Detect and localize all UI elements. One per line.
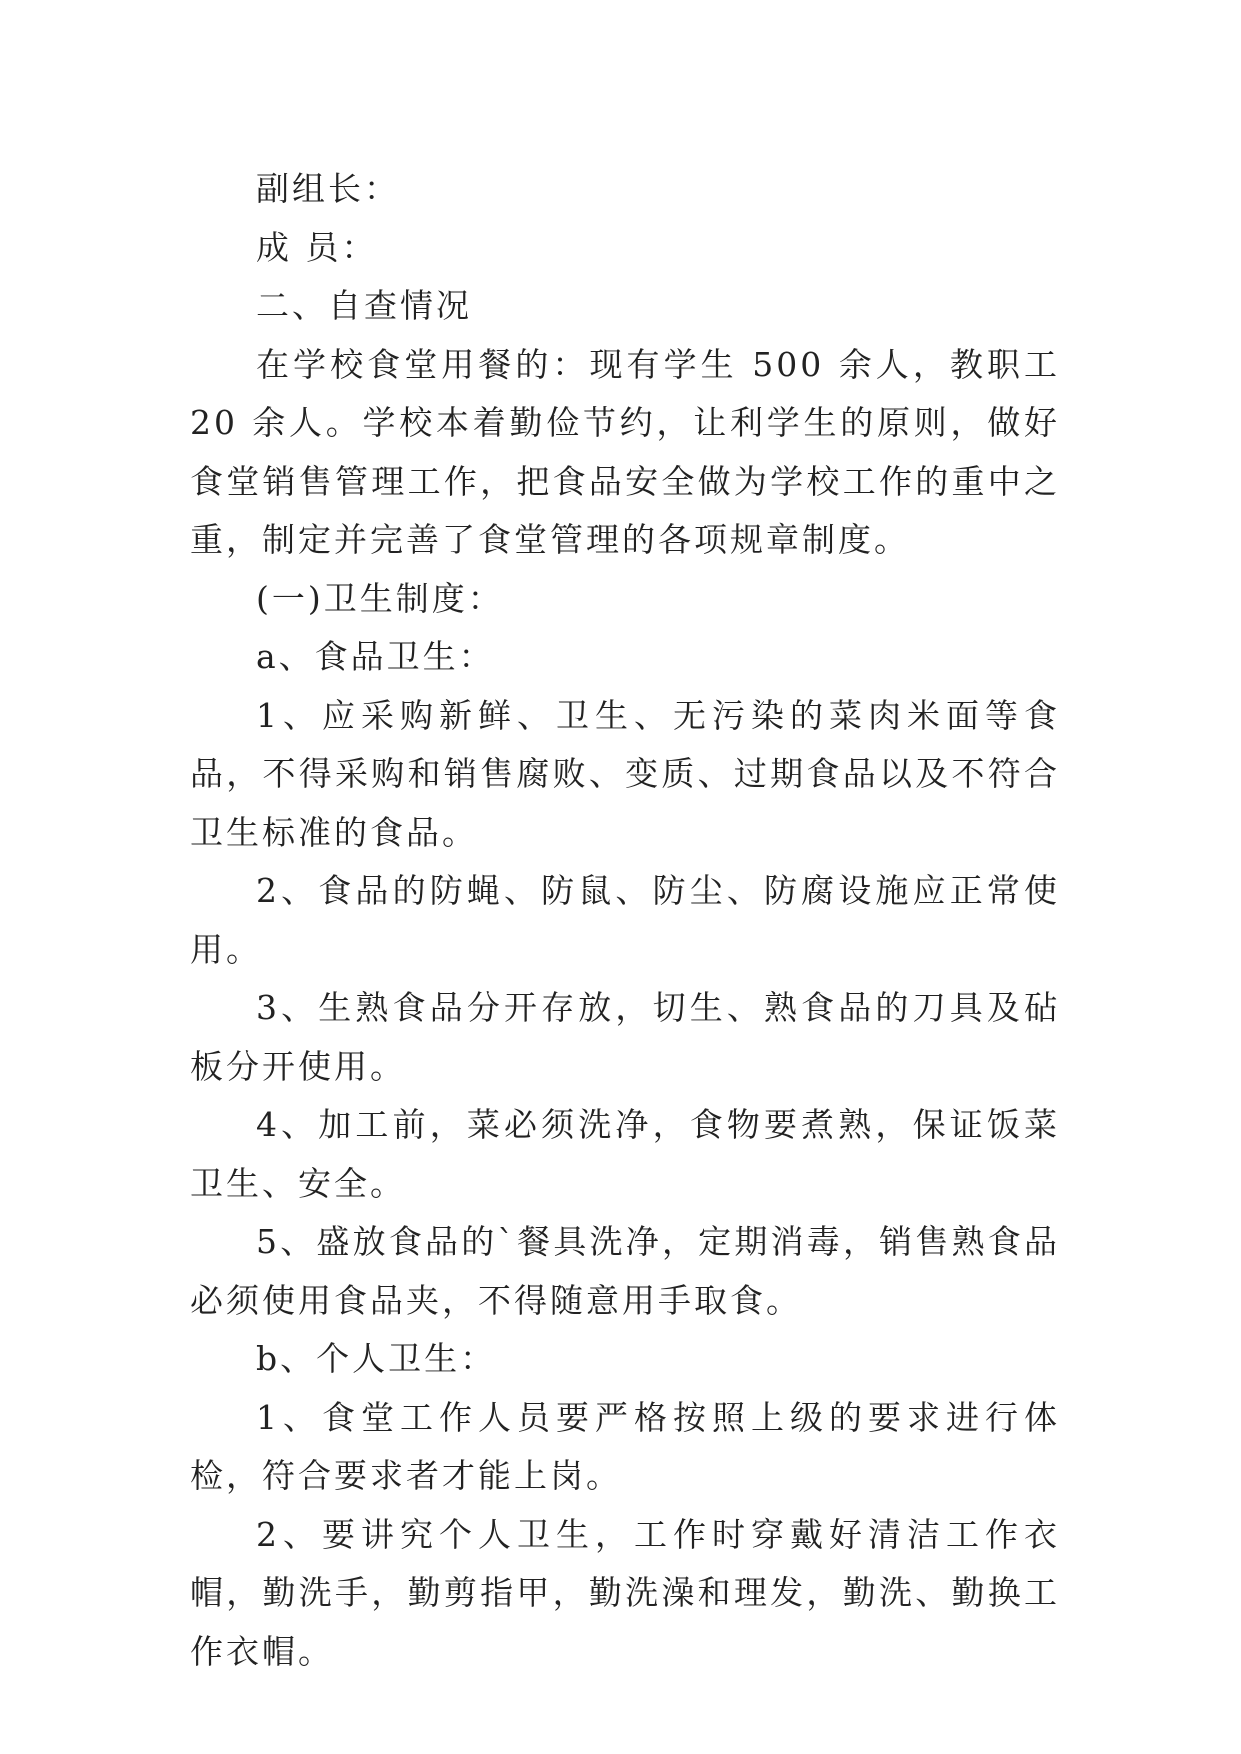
- paragraph-canteen-overview: 在学校食堂用餐的：现有学生 500 余人，教职工 20 余人。学校本着勤俭节约，让利学生的原则，做好食堂销售管理工作，把食品安全做为学校工作的重中之重，制定并完善了食堂管理的各项规章制度。: [190, 344, 1060, 559]
- subheading-hygiene-system: (一)卫生制度：: [256, 578, 504, 618]
- section-heading-self-inspection: 二、自查情况: [256, 286, 472, 325]
- subheading-personal-hygiene: b、个人卫生：: [256, 1339, 497, 1378]
- list-item-personal-2: 2、要讲究个人卫生，工作时穿戴好清洁工作衣帽，勤洗手，勤剪指甲，勤洗澡和理发，勤洗、勤换工作衣帽。: [190, 1514, 1060, 1671]
- list-item-food-4: 4、加工前，菜必须洗净，食物要煮熟，保证饭菜卫生、安全。: [190, 1105, 1060, 1203]
- list-item-food-5: 5、盛放食品的`餐具洗净，定期消毒，销售熟食品必须使用食品夹，不得随意用手取食。: [190, 1222, 1060, 1320]
- list-item-food-1: 1、应采购新鲜、卫生、无污染的菜肉米面等食品，不得采购和销售腐败、变质、过期食品以及不符合卫生标准的食品。: [190, 695, 1060, 852]
- list-item-personal-1: 1、食堂工作人员要严格按照上级的要求进行体检，符合要求者才能上岗。: [190, 1397, 1060, 1495]
- subheading-food-hygiene: a、食品卫生：: [256, 637, 495, 676]
- list-item-food-3: 3、生熟食品分开存放，切生、熟食品的刀具及砧板分开使用。: [190, 988, 1060, 1086]
- paragraph-deputy-leader: 副组长：: [256, 169, 400, 208]
- list-item-food-2: 2、食品的防蝇、防鼠、防尘、防腐设施应正常使用。: [190, 871, 1060, 969]
- document-body: [190, 160, 1060, 1681]
- paragraph-members: 成 员：: [256, 227, 378, 267]
